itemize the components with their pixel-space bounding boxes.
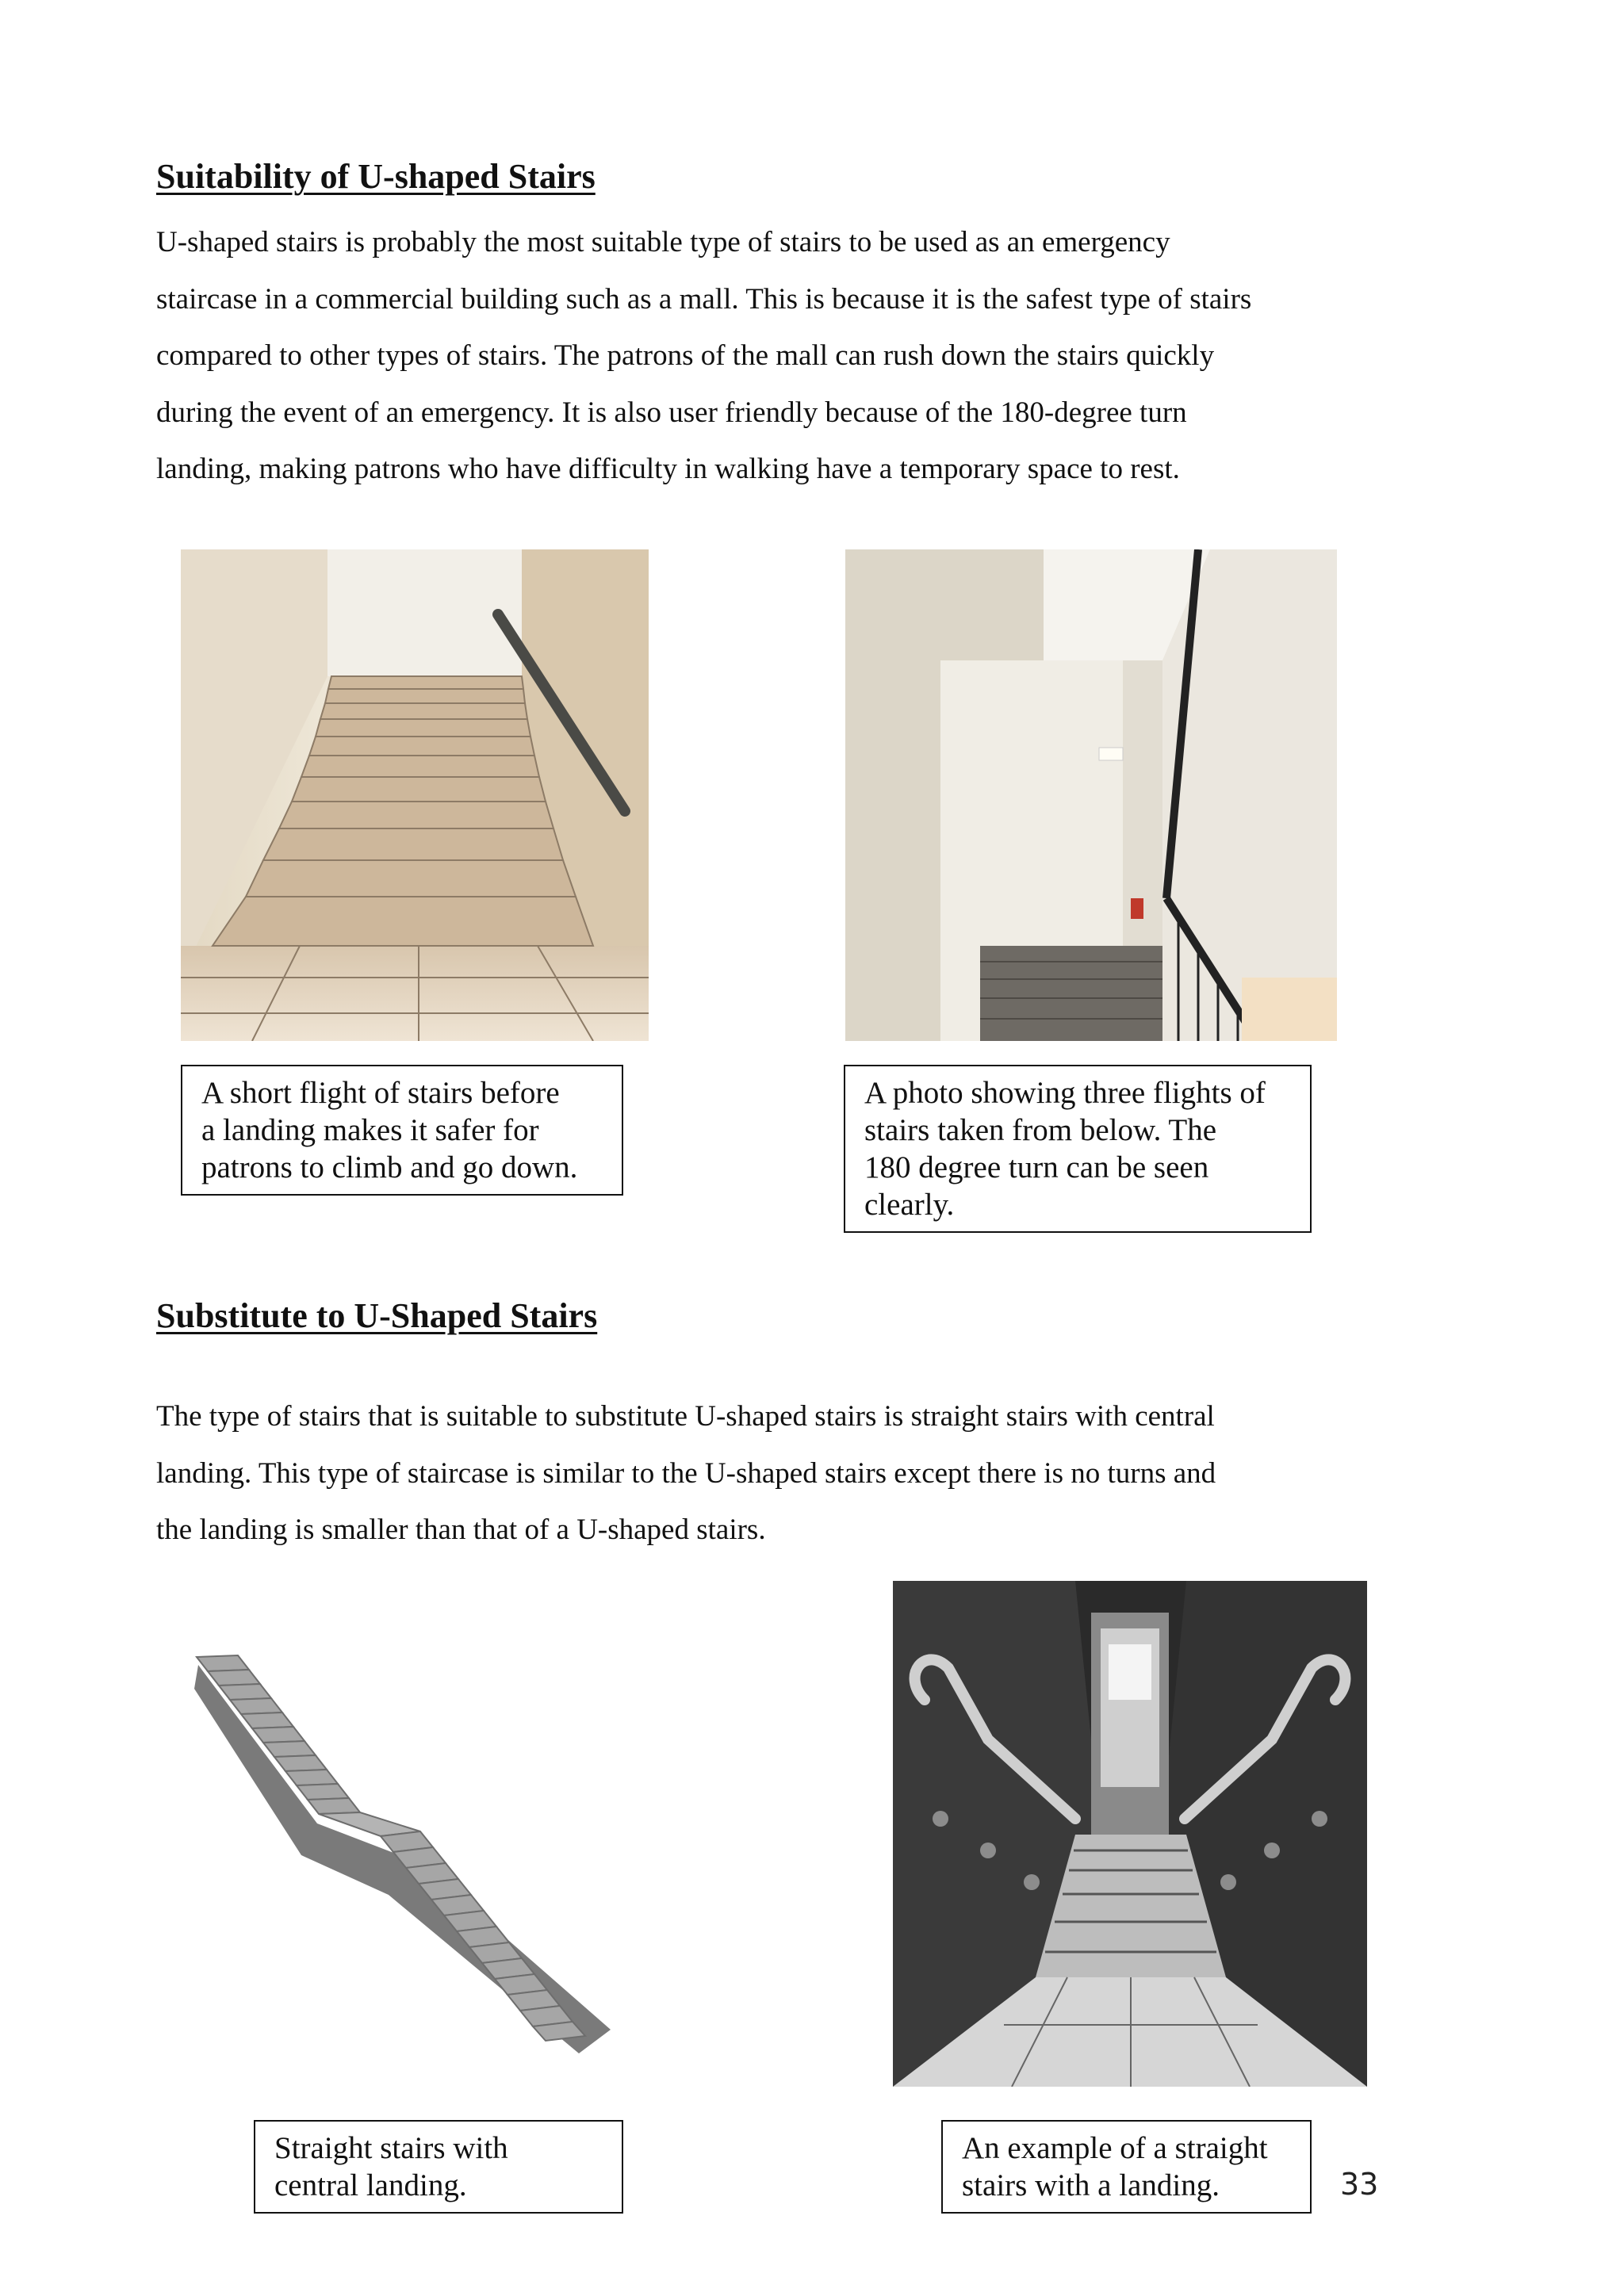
section-heading-substitute: Substitute to U-Shaped Stairs bbox=[156, 1296, 598, 1335]
short-flight-caption bbox=[181, 1065, 623, 1196]
caption-line: A short flight of stairs before bbox=[201, 1076, 560, 1110]
paragraph-line: compared to other types of stairs. The patrons of the mall can rush down the stairs quickly bbox=[156, 339, 1215, 373]
suitability-paragraph bbox=[156, 214, 1488, 498]
caption-line: stairs with a landing. bbox=[962, 2168, 1220, 2202]
caption-line: clearly. bbox=[864, 1188, 955, 1222]
caption-line: central landing. bbox=[274, 2168, 467, 2202]
caption-line: An example of a straight bbox=[962, 2131, 1268, 2165]
caption-line: patrons to climb and go down. bbox=[201, 1150, 578, 1184]
straight-stairs-bw-photo bbox=[893, 1581, 1367, 2087]
straight-stairs-3d-illustration bbox=[190, 1633, 619, 2061]
straight-stairs-example-caption bbox=[941, 2120, 1312, 2214]
substitute-paragraph bbox=[156, 1388, 1488, 1559]
caption-line: Straight stairs with bbox=[274, 2131, 508, 2165]
paragraph-line: landing, making patrons who have difficulty in walking have a temporary space to rest. bbox=[156, 453, 1180, 486]
paragraph-line: the landing is smaller than that of a U-shaped stairs. bbox=[156, 1513, 766, 1547]
caption-line: 180 degree turn can be seen bbox=[864, 1150, 1209, 1184]
paragraph-line: The type of stairs that is suitable to substitute U-shaped stairs is straight stairs with central bbox=[156, 1400, 1215, 1433]
paragraph-line: U-shaped stairs is probably the most suitable type of stairs to be used as an emergency bbox=[156, 226, 1170, 258]
three-flights-caption bbox=[844, 1065, 1312, 1233]
three-flights-stairwell-photo bbox=[845, 549, 1337, 1041]
caption-line: a landing makes it safer for bbox=[201, 1113, 539, 1147]
caption-line: stairs taken from below. The bbox=[864, 1113, 1217, 1147]
page-number: 33 bbox=[1340, 2167, 1379, 2202]
paragraph-line: during the event of an emergency. It is also user friendly because of the 180-degree turn bbox=[156, 396, 1187, 429]
paragraph-line: staircase in a commercial building such as a mall. This is because it is the safest type of stairs bbox=[156, 282, 1252, 316]
section-heading-suitability: Suitability of U-shaped Stairs bbox=[156, 157, 596, 196]
straight-stairs-caption bbox=[254, 2120, 623, 2214]
short-flight-stairs-photo bbox=[181, 549, 649, 1041]
paragraph-line: landing. This type of staircase is similar to the U-shaped stairs except there is no turns and bbox=[156, 1456, 1216, 1490]
caption-line: A photo showing three flights of bbox=[864, 1076, 1266, 1110]
